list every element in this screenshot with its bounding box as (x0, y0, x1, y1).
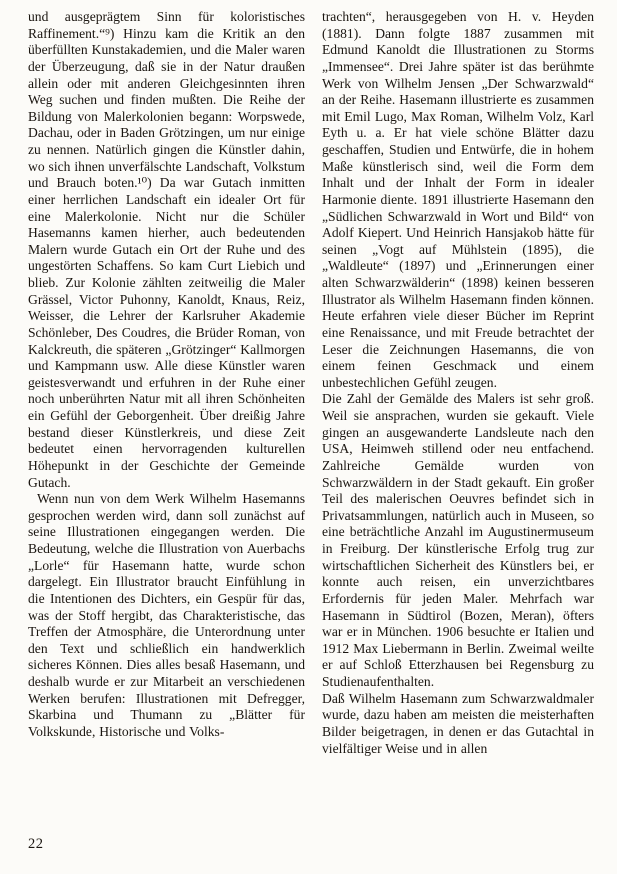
paragraph: Wenn nun von dem Werk Wilhelm Hasemanns gesprochen werden wird, dann soll zunächst auf seine Illustrationen eingegangen werden. Die Bedeutung, welche die Illustration von Auerbachs „Lorle“ für Hasemann hatte, wurde schon dargelegt. Ein Illustrator braucht Einfühlung in die Intentionen des Dichters, ein Gespür für das, was der Stoff hergibt, das Charakteristische, das Treffen der Atmosphäre, die Unterordnung unter den Text und schließlich ein handwerklich sicheres Können. Dies alles besaß Hasemann, und deshalb wurde er zur Mitarbeit an verschiedenen Werken berufen: Illustrationen mit Defregger, Skarbina und Thumann zu „Blätter für Volkskunde, Historische und Volks- (28, 491, 305, 739)
page-number: 22 (28, 836, 44, 852)
text-column-left (28, 9, 305, 741)
paragraph: und ausgeprägtem Sinn für koloristisches Raffinement.“⁹) Hinzu kam die Kritik an den überfüllten Kunstakademien, und die Maler waren der Überzeugung, daß sie in der Natur draußen allein oder mit anderen Gleichgesinnten ihren Weg suchen und finden mußten. Die Reihe der Bildung von Malerkolonien begann: Worpswede, Dachau, oder in Baden Grötzingen, um nur einige zu nennen. Natürlich gingen die Künstler dahin, wo sich ihnen unverfälschte Landschaft, Volkstum und Brauch boten.¹⁰) Da war Gutach inmitten einer herrlichen Landschaft ein idealer Ort für eine Malerkolonie. Nicht nur die Schüler Hasemanns kamen hierher, auch bedeutenden Malern wurde Gutach ein Ort der Ruhe und des ungestörten Schaffens. So kam Curt Liebich und blieb. Zur Kolonie zählten zeitweilig die Maler Grässel, Victor Puhonny, Kanoldt, Knaus, Reiz, Weisser, die Lehrer der Karlsruher Akademie Schönleber, Des Coudres, die Brüder Roman, von Kalckreuth, die späteren „Grötzinger“ Kallmorgen und Kampmann usw. Alle diese Künstler waren geistesverwandt und erfuhren in der Ruhe einer noch unberührten Natur mit all ihren Schönheiten ein Gefühl der Geborgenheit. Über dreißig Jahre bestand dieser Künstlerkreis, und diese Zeit bedeutet einen hervorragenden kulturellen Höhepunkt in der Geschichte der Gemeinde Gutach. (28, 9, 305, 490)
paragraph: Daß Wilhelm Hasemann zum Schwarzwaldmaler wurde, dazu haben am meisten die meisterhaften Bilder beigetragen, in denen er das Gutachtal in vielfältiger Weise und in allen (322, 690, 594, 756)
paragraph: Die Zahl der Gemälde des Malers ist sehr groß. Weil sie ansprachen, wurden sie gekauft. Viele gingen an ausgewanderte Landsleute nach den USA, Heimweh stillend oder neu entfachend. Zahlreiche Gemälde wurden von Schwarzwäldern in der Stadt gekauft. Ein großer Teil des malerischen Oeuvres befindet sich in Privatsammlungen, natürlich auch in Museen, so eine beträchtliche Anzahl im Augustinermuseum in Freiburg. Der künstlerische Erfolg trug zur wirtschaftlichen Sicherheit des Künstlers bei, er konnte auch reisen, ein unverzichtbares Erfordernis für jeden Maler. Mehrfach war Hasemann in Südtirol (Bozen, Meran), öfters war er in München. 1906 besuchte er Italien und 1912 Max Liebermann in Berlin. Zweimal weilte er auf Schloß Etterzhausen bei Regensburg zu Studienaufenthalten. (322, 391, 594, 689)
paragraph: trachten“, herausgegeben von H. v. Heyden (1881). Dann folgte 1887 zusammen mit Edmund Kanoldt die Illustrationen zu Storms „Immensee“. Drei Jahre später ist das berühmte Werk von Wilhelm Jensen „Der Schwarzwald“ an der Reihe. Hasemann illustrierte es zusammen mit Emil Lugo, Max Roman, Wilhelm Volz, Karl Eyth u. a. Er hat viele schöne Blätter dazu geschaffen, Studien und Entwürfe, die in hohem Maße künstlerisch sind, weil die Form dem Inhalt und der Inhalt der Form in idealer Harmonie diente. 1891 illustrierte Hasemann den „Südlichen Schwarzwald in Wort und Bild“ von Adolf Kiepert. Und Heinrich Hansjakob hätte für seinen „Vogt auf Mühlstein (1895), die „Waldleute“ (1897) und „Erinnerungen einer alten Schwarzwälderin“ (1898) keinen besseren Illustrator als Wilhelm Hasemann finden können. Heute erfahren viele dieser Bücher im Reprint eine Renaissance, und mit Freude betrachtet der Leser die Zeichnungen Hasemanns, die von einem feinen Geschmack und einem unbestechlichen Gefühl zeugen. (322, 9, 594, 390)
text-column-right (322, 9, 594, 757)
